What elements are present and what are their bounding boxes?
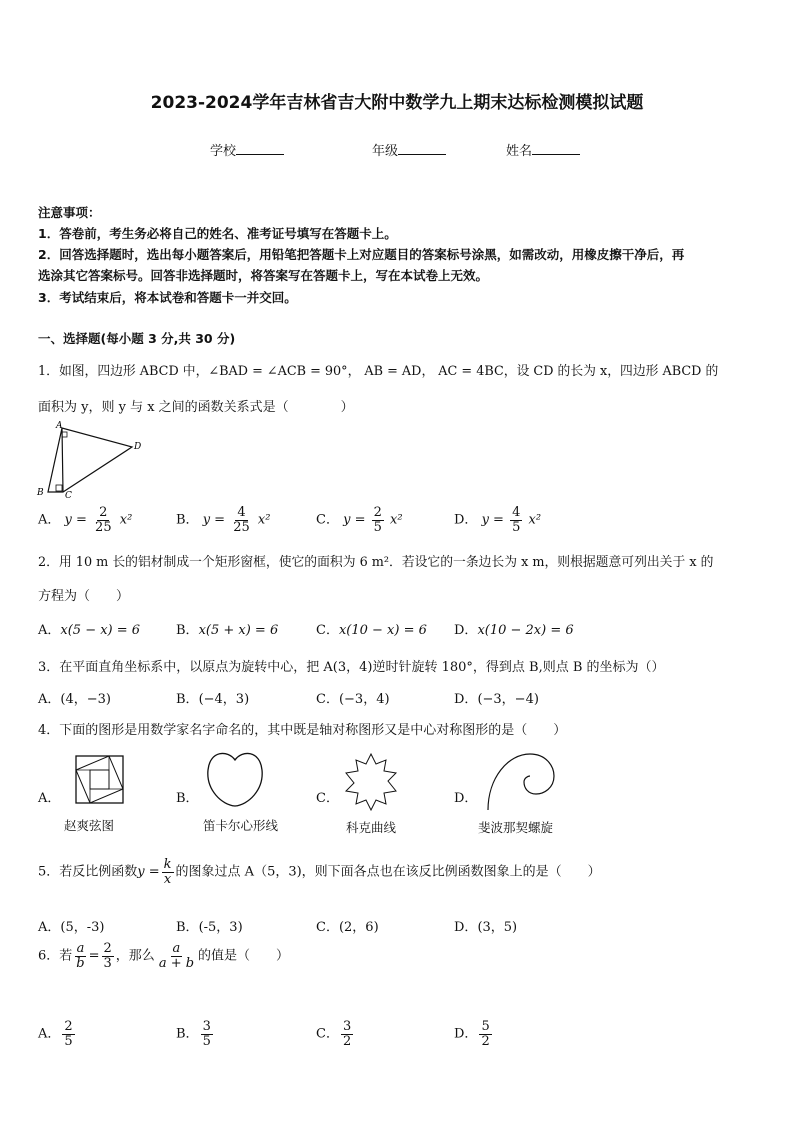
figure-caption: 斐波那契螺旋	[478, 820, 554, 835]
notice-item: 2．回答选择题时，选出每小题答案后，用铅笔把答题卡上对应题目的答案标号涂黑，如需改动，用橡皮擦干净后，再	[38, 247, 685, 262]
option-d-label[interactable]: D．	[454, 791, 478, 806]
fraction: $\frac{2}{5}$	[64, 1019, 73, 1049]
option-b[interactable]: B． y = $\frac{4}{25}$ x²	[176, 505, 271, 535]
fraction: $\frac{a}{a + b}$	[158, 941, 195, 971]
fraction: $\frac{5}{2}$	[481, 1019, 490, 1049]
fraction: $\frac{2}{3}$	[103, 941, 112, 971]
fraction: $\frac{a}{b}$	[76, 941, 85, 971]
fibonacci-spiral-icon	[480, 748, 560, 814]
option-b-label[interactable]: B．	[176, 791, 199, 806]
option-a[interactable]: A． y = $\frac{2}{25}$ x²	[38, 505, 133, 535]
option-d[interactable]: D． $\frac{5}{2}$	[454, 1019, 490, 1049]
question-2-stem: 2．用 10 m 长的铝材制成一个矩形窗框，使它的面积为 6 m²．若设它的一条边长为 x m，则根据题意可列出关于 x 的	[38, 555, 714, 570]
option-b[interactable]: B． $\frac{3}{5}$	[176, 1019, 211, 1049]
koch-curve-icon	[340, 752, 402, 814]
option-b[interactable]: B．(−4，3)	[176, 692, 250, 707]
option-d[interactable]: D．x(10 − 2x) = 6	[454, 623, 574, 638]
notice-heading: 注意事项：	[38, 205, 101, 220]
name-label: 姓名	[506, 144, 533, 159]
notice-item: 3．考试结束后，将本试卷和答题卡一并交回。	[38, 290, 297, 305]
fraction: $\frac{2}{25}$	[95, 505, 112, 535]
option-c[interactable]: C．(−3，4)	[316, 692, 390, 707]
question-5-stem: 5．若反比例函数y = $\frac{k}{x}$ 的图象过点 A（5，3)，则下面各点也在该反比例函数图象上的是（ ）	[38, 857, 601, 887]
grade-label: 年级	[372, 144, 399, 159]
name-field	[506, 140, 580, 159]
fraction: $\frac{4}{5}$	[512, 505, 521, 535]
fraction: $\frac{3}{5}$	[202, 1019, 211, 1049]
name-blank[interactable]	[532, 142, 580, 155]
option-d[interactable]: D．(3，5)	[454, 920, 518, 935]
notice-item: 1．答卷前，考生务必将自己的姓名、准考证号填写在答题卡上。	[38, 226, 397, 241]
option-c-label[interactable]: C．	[316, 791, 339, 806]
quadrilateral-figure	[34, 420, 144, 500]
option-b[interactable]: B．(-5，3)	[176, 920, 243, 935]
option-a[interactable]: A．x(5 − x) = 6	[38, 623, 141, 638]
option-d[interactable]: D． y = $\frac{4}{5}$ x²	[454, 505, 542, 535]
option-a[interactable]: A．(5，-3)	[38, 920, 105, 935]
option-c[interactable]: C． y = $\frac{2}{5}$ x²	[316, 505, 403, 535]
option-a[interactable]: A． $\frac{2}{5}$	[38, 1019, 73, 1049]
option-a[interactable]: A．(4，−3)	[38, 692, 111, 707]
figure-label-a: A	[56, 421, 63, 431]
notice-item: 选涂其它答案标号。回答非选择题时，将答案写在答题卡上，写在本试卷上无效。	[38, 268, 489, 283]
figure-label-d: D	[134, 442, 142, 452]
option-c[interactable]: C．(2，6)	[316, 920, 379, 935]
option-d[interactable]: D．(−3，−4)	[454, 692, 539, 707]
grade-field	[372, 140, 446, 159]
figure-caption: 笛卡尔心形线	[203, 818, 279, 833]
cardioid-icon	[204, 748, 266, 810]
question-1-stem: 1．如图，四边形 ABCD 中，∠BAD = ∠ACB = 90°， AB = AD， AC = 4BC，设 CD 的长为 x，四边形 ABCD 的	[38, 364, 719, 379]
grade-blank[interactable]	[398, 142, 446, 155]
fraction: $\frac{k}{x}$	[163, 857, 172, 887]
question-3-stem: 3．在平面直角坐标系中，以原点为旋转中心，把 A(3，4)逆时针旋转 180°，得到点 B,则点 B 的坐标为（）	[38, 660, 665, 675]
zhao-shuang-diagram-icon	[74, 754, 126, 806]
section-heading: 一、选择题(每小题 3 分,共 30 分)	[38, 331, 236, 346]
fraction: $\frac{2}{5}$	[373, 505, 382, 535]
fraction: $\frac{4}{25}$	[233, 505, 250, 535]
question-2-stem-cont: 方程为（ ）	[38, 589, 130, 604]
school-field	[210, 140, 284, 159]
school-blank[interactable]	[236, 142, 284, 155]
school-label: 学校	[210, 144, 237, 159]
page-title: 2023-2024学年吉林省吉大附中数学九上期末达标检测模拟试题	[150, 93, 644, 113]
option-c[interactable]: C． $\frac{3}{2}$	[316, 1019, 352, 1049]
option-c[interactable]: C．x(10 − x) = 6	[316, 623, 427, 638]
figure-label-b: B	[37, 488, 44, 498]
fraction: $\frac{3}{2}$	[342, 1019, 352, 1049]
option-b[interactable]: B．x(5 + x) = 6	[176, 623, 279, 638]
figure-caption: 赵爽弦图	[64, 818, 115, 833]
figure-caption: 科克曲线	[346, 820, 397, 835]
question-4-stem: 4．下面的图形是用数学家名字命名的，其中既是轴对称图形又是中心对称图形的是（ ）	[38, 723, 567, 738]
figure-label-c: C	[65, 491, 72, 500]
question-6-stem: 6．若 $\frac{a}{b}$ = $\frac{2}{3}$ ，那么 $\frac{a}{a + b}$ 的值是（ ）	[38, 941, 290, 971]
option-a-label[interactable]: A．	[38, 791, 61, 806]
question-1-stem-cont: 面积为 y，则 y 与 x 之间的函数关系式是（ ）	[38, 400, 354, 415]
